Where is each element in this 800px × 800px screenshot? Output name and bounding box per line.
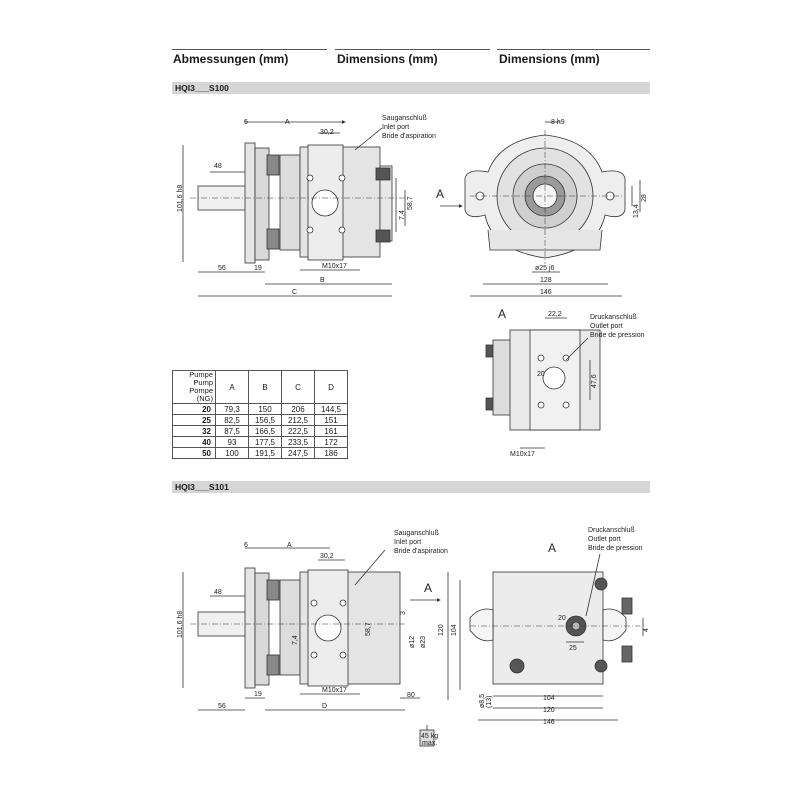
- section-title-s101: HQI3___S101: [175, 482, 229, 492]
- dim-s100-8h9: 8 h9: [551, 119, 565, 126]
- s101-inlet-fr: Bride d'aspiration: [394, 548, 448, 555]
- s101-view-letter: A: [424, 581, 433, 595]
- dim-s101-19: 19: [254, 691, 262, 698]
- dim-s100-thread: M10x17: [322, 263, 347, 270]
- dim-s101-120v: 120: [438, 624, 445, 636]
- s101-outlet-en: Outlet port: [588, 536, 621, 543]
- dim-s101-30-2: 30,2: [320, 553, 334, 560]
- weight-value: 45 kg: [421, 733, 439, 740]
- dimension-table: [172, 370, 348, 459]
- weight-max: max.: [422, 740, 438, 747]
- dim-s100-56: 56: [218, 265, 226, 272]
- dim-s101-A: A: [287, 542, 292, 549]
- dim-s101-23: ø23: [420, 635, 427, 648]
- table-row: 32 87,5 166,5 222,5 161: [173, 426, 348, 437]
- dim-s100-A: A: [285, 119, 290, 126]
- section-title-s100: HQI3___S100: [175, 83, 229, 93]
- table-row: 25 82,5 156,5 212,5 151: [173, 415, 348, 426]
- s101-front-letter: A: [548, 541, 557, 555]
- s100-outlet-view: [486, 318, 600, 448]
- table-row: 20 79,3 150 206 144,5: [173, 404, 348, 415]
- dim-s101-48: 48: [214, 589, 222, 596]
- dim-s101-104v: 104: [451, 624, 458, 636]
- dim-s100-19: 19: [254, 265, 262, 272]
- s100-inlet-de: Sauganschluß: [382, 115, 427, 122]
- dim-s101-146: 146: [543, 719, 555, 726]
- dim-s101-80: 80: [407, 692, 415, 699]
- table-header-row: [173, 371, 348, 404]
- dim-s101-8-5: ø8,5: [479, 693, 486, 708]
- dim-s100-B: B: [320, 277, 325, 284]
- s100-outlet-de: Druckanschluß: [590, 314, 637, 321]
- dim-s100-146: 146: [540, 289, 552, 296]
- table-col-B: B: [249, 371, 282, 404]
- dim-s101-13: (13): [486, 695, 493, 708]
- dim-s101-56: 56: [218, 703, 226, 710]
- header-fr: Dimensions (mm): [499, 52, 600, 66]
- s100-side-view: [183, 122, 405, 296]
- dim-s101-12: ø12: [409, 635, 416, 648]
- dim-s100-58-7: 58,7: [407, 196, 414, 210]
- table-row: 40 93 177,5 233,5 172: [173, 437, 348, 448]
- dim-s100-128: 128: [540, 277, 552, 284]
- dim-s100-22-2: 22,2: [548, 311, 562, 318]
- s100-outlet-letter: A: [498, 307, 507, 321]
- dim-s101-thread: M10x17: [322, 687, 347, 694]
- table-row: 50 100 191,5 247,5 186: [173, 448, 348, 459]
- dim-s101-6: 6: [244, 542, 248, 549]
- dim-s101-shaft: 101,6 h8: [177, 610, 184, 638]
- dim-s101-7-4: 7,4: [292, 635, 299, 645]
- s100-view-letter: A: [436, 187, 445, 201]
- dim-s100-20: 20: [537, 371, 545, 378]
- dim-s100-6: 6: [244, 119, 248, 126]
- dim-s100-13-4: 13,4: [633, 204, 640, 218]
- s100-inlet-en: Inlet port: [382, 124, 410, 131]
- s101-inlet-de: Sauganschluß: [394, 530, 439, 537]
- s101-outlet-fr: Bride de pression: [588, 545, 643, 552]
- table-col-A: A: [216, 371, 249, 404]
- dim-s101-58-7: 58,7: [365, 622, 372, 636]
- dim-s101-25: 25: [569, 645, 577, 652]
- dim-s100-48: 48: [214, 163, 222, 170]
- s100-inlet-fr: Bride d'aspiration: [382, 133, 436, 140]
- table-header-pump: Pumpe Pump Pompe (NG): [173, 371, 216, 404]
- dim-s100-C: C: [292, 289, 298, 296]
- dim-s101-120: 120: [543, 707, 555, 714]
- dim-s100-7-4: 7,4: [399, 210, 406, 220]
- s100-outlet-en: Outlet port: [590, 323, 623, 330]
- dim-s101-20: 20: [558, 615, 566, 622]
- dim-s100-25j6: ø25 j6: [535, 265, 555, 272]
- table-col-C: C: [282, 371, 315, 404]
- s101-side-view: [183, 548, 440, 746]
- dim-s100-outlet-thread: M10x17: [510, 451, 535, 458]
- s101-inlet-en: Inlet port: [394, 539, 422, 546]
- table-col-D: D: [315, 371, 348, 404]
- dim-s100-shaft: 101,6 h8: [177, 184, 184, 212]
- dim-s101-3: 3: [400, 611, 407, 615]
- dim-s101-104: 104: [543, 695, 555, 702]
- dim-s100-28: 28: [641, 194, 648, 202]
- s101-outlet-de: Druckanschluß: [588, 527, 635, 534]
- header-de: Abmessungen (mm): [173, 52, 289, 66]
- dim-s101-D: D: [322, 703, 328, 710]
- dim-s100-47-6: 47,6: [591, 374, 598, 388]
- dim-s101-4: 4: [643, 628, 650, 632]
- header-en: Dimensions (mm): [337, 52, 438, 66]
- s100-outlet-fr: Bride de pression: [590, 332, 645, 339]
- dim-s100-30-2: 30,2: [320, 129, 334, 136]
